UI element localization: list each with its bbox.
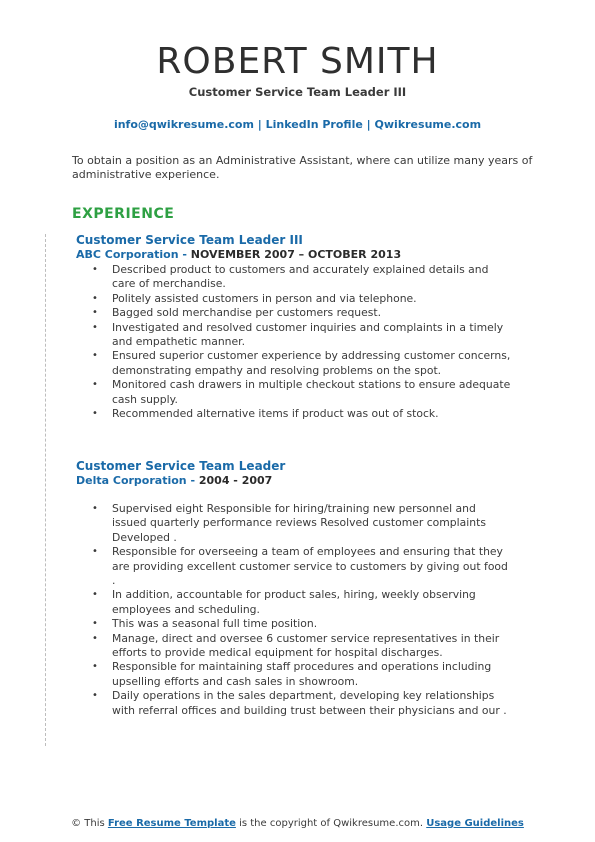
bullet-item: • Recommended alternative items if product was out of stock. [92,407,512,421]
job-entry [76,233,516,421]
company-name: ABC Corporation [76,248,179,261]
experience-heading: EXPERIENCE [72,206,175,222]
job-title: Customer Service Team Leader [76,459,286,473]
linkedin-link[interactable]: LinkedIn Profile [265,118,363,131]
job-entry [76,459,516,718]
contact-line [0,118,595,132]
usage-guidelines-link[interactable]: Usage Guidelines [426,818,524,829]
timeline-divider [45,234,46,746]
job-dates: NOVEMBER 2007 – OCTOBER 2013 [190,248,402,261]
contact-separator: | [366,118,371,131]
bullet-item: • Investigated and resolved customer inquiries and complaints in a timely and empathetic manner. [92,321,512,350]
bullet-item: • Responsible for overseeing a team of employees and ensuring that they are providing excellent customer service to customers by giving out food . [92,545,512,588]
job-meta [76,248,516,262]
page-footer [0,818,595,829]
meta-dash: - [186,474,199,487]
candidate-name: ROBERT SMITH [156,41,439,82]
bullet-item: • In addition, accountable for product sales, hiring, weekly observing employees and scheduling. [92,588,512,617]
footer-prefix: © This [71,818,105,829]
email-link[interactable]: info@qwikresume.com [113,118,254,131]
objective-text: To obtain a position as an Administrative Assistant, where can utilize many years of administrative experience. [72,154,533,181]
company-name: Delta Corporation [76,474,187,487]
bullet-item: • Politely assisted customers in person and via telephone. [92,292,512,306]
job-title: Customer Service Team Leader III [76,233,303,247]
website-link[interactable]: Qwikresume.com [374,118,482,131]
job-meta [76,474,516,488]
bullet-item: • Supervised eight Responsible for hiring/training new personnel and issued quarterly performance reviews Resolved customer complaints Developed . [92,502,512,545]
bullet-item: • Manage, direct and oversee 6 customer service representatives in their efforts to provide medical equipment for hospital discharges. [92,632,512,661]
bullet-item: • Monitored cash drawers in multiple checkout stations to ensure adequate cash supply. [92,378,512,407]
bullet-item: • Ensured superior customer experience by addressing customer concerns, demonstrating empathy and resolving problems on the spot. [92,349,512,378]
meta-dash: - [178,248,191,261]
contact-separator: | [257,118,262,131]
resume-header [0,40,595,132]
bullet-item: • This was a seasonal full time position. [92,617,512,631]
free-resume-template-link[interactable]: Free Resume Template [107,818,236,829]
bullet-item: • Responsible for maintaining staff procedures and operations including upselling efforts and cash sales in showroom. [92,660,512,689]
bullet-item: • Daily operations in the sales department, developing key relationships with referral offices and building trust between their physicians and our . [92,689,512,718]
footer-middle: is the copyright of Qwikresume.com. [239,818,424,829]
bullet-item: • Described product to customers and accurately explained details and care of merchandise. [92,263,512,292]
job-dates: 2004 - 2007 [198,474,273,487]
job-bullets [76,263,516,421]
candidate-title: Customer Service Team Leader III [188,85,407,99]
job-bullets [76,502,516,718]
bullet-item: • Bagged sold merchandise per customers request. [92,306,512,320]
